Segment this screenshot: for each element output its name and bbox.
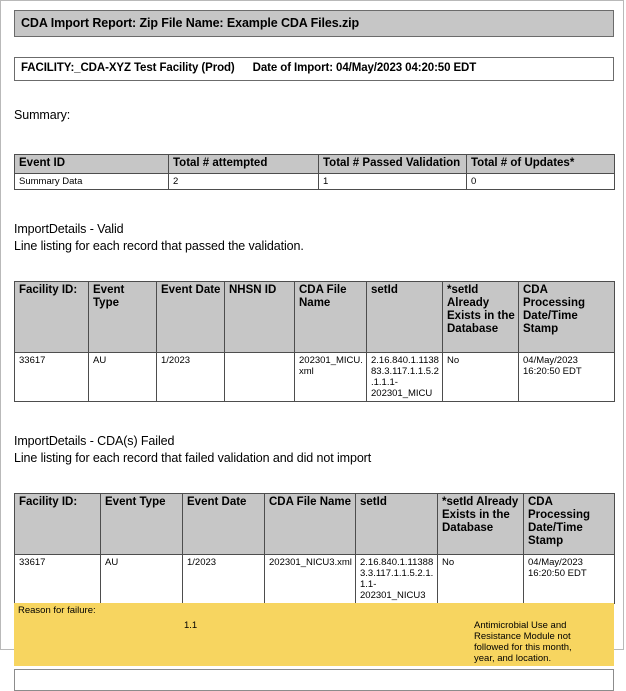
spacer: [14, 81, 614, 107]
summary-table: [14, 154, 615, 190]
table-row: [15, 555, 615, 604]
failure-reason-block: [14, 603, 614, 666]
valid-section-description: Line listing for each record that passed the validation.: [14, 239, 304, 253]
failure-message: Antimicrobial Use and Resistance Module not followed for this month, year, and location.: [470, 618, 576, 666]
cell-setid-exists: No: [438, 555, 524, 604]
summary-label: Summary:: [14, 108, 71, 122]
failure-left-pad: [14, 618, 180, 666]
column-header-total-passed: Total # Passed Validation: [319, 155, 467, 174]
table-row: [15, 174, 615, 190]
report-body: [14, 10, 614, 691]
report-title-banner: CDA Import Report: Zip File Name: Example CDA Files.zip: [14, 10, 614, 37]
column-header-cda-processing-stamp: CDA Processing Date/Time Stamp: [524, 494, 615, 555]
cell-cda-processing-stamp: 04/May/2023 16:20:50 EDT: [524, 555, 615, 604]
cell-event-type: AU: [89, 353, 157, 402]
failed-details-table: [14, 493, 615, 604]
failure-reason-row: [14, 618, 614, 666]
column-header-total-updates: Total # of Updates*: [467, 155, 615, 174]
cell-facility-id: 33617: [15, 555, 101, 604]
column-header-event-id: Event ID: [15, 155, 169, 174]
table-header-row: [15, 282, 615, 353]
column-header-facility-id: Facility ID:: [15, 282, 89, 353]
column-header-event-date: Event Date: [183, 494, 265, 555]
column-header-cda-processing-stamp: CDA Processing Date/Time Stamp: [519, 282, 615, 353]
valid-details-table: [14, 281, 615, 402]
column-header-nhsn-id: NHSN ID: [225, 282, 295, 353]
spacer: [14, 37, 614, 57]
table-header-row: [15, 494, 615, 555]
cell-nhsn-id: [225, 353, 295, 402]
cell-cda-processing-stamp: 04/May/2023 16:20:50 EDT: [519, 353, 615, 402]
cell-cda-file-name: 202301_MICU.xml: [295, 353, 367, 402]
cell-total-passed: 1: [319, 174, 467, 190]
cell-event-id: Summary Data: [15, 174, 169, 190]
column-header-setid-exists: *setId Already Exists in the Database: [438, 494, 524, 555]
column-header-cda-file-name: CDA File Name: [295, 282, 367, 353]
spacer: [14, 190, 614, 220]
cell-event-date: 1/2023: [183, 555, 265, 604]
failed-section-description: Line listing for each record that failed validation and did not import: [14, 451, 372, 465]
table-header-row: [15, 155, 615, 174]
cell-setid: 2.16.840.1.113883.3.117.1.1.5.2.1.1.1-202301_MICU: [367, 353, 443, 402]
cell-cda-file-name: 202301_NICU3.xml: [265, 555, 356, 604]
failure-code: 1.1: [180, 618, 470, 666]
column-header-setid-exists: *setId Already Exists in the Database: [443, 282, 519, 353]
spacer: [14, 255, 614, 281]
failed-section-heading: ImportDetails - CDA(s) Failed: [14, 434, 175, 448]
cell-setid-exists: No: [443, 353, 519, 402]
failure-reason-label-row: [14, 603, 614, 618]
cell-total-updates: 0: [467, 174, 615, 190]
column-header-event-type: Event Type: [89, 282, 157, 353]
facility-date-banner: [14, 57, 614, 81]
facility-label: FACILITY:_CDA-XYZ Test Facility (Prod): [21, 62, 235, 74]
cell-event-date: 1/2023: [157, 353, 225, 402]
column-header-event-date: Event Date: [157, 282, 225, 353]
valid-section-heading: ImportDetails - Valid: [14, 222, 124, 236]
column-header-event-type: Event Type: [101, 494, 183, 555]
spacer: [14, 467, 614, 493]
failure-right-pad: [576, 618, 614, 666]
spacer: [14, 124, 614, 154]
cell-event-type: AU: [101, 555, 183, 604]
column-header-setid: setId: [367, 282, 443, 353]
column-header-cda-file-name: CDA File Name: [265, 494, 356, 555]
cell-setid: 2.16.840.1.113883.3.117.1.1.5.2.1.1.1-202301_NICU3: [356, 555, 438, 604]
cell-total-attempted: 2: [169, 174, 319, 190]
column-header-setid: setId: [356, 494, 438, 555]
spacer: [14, 402, 614, 432]
table-row: [15, 353, 615, 402]
cell-facility-id: 33617: [15, 353, 89, 402]
reason-for-failure-label: Reason for failure:: [14, 603, 614, 618]
footer-empty-row: [14, 669, 614, 691]
column-header-facility-id: Facility ID:: [15, 494, 101, 555]
column-header-total-attempted: Total # attempted: [169, 155, 319, 174]
import-date-label: Date of Import: 04/May/2023 04:20:50 EDT: [252, 62, 477, 74]
